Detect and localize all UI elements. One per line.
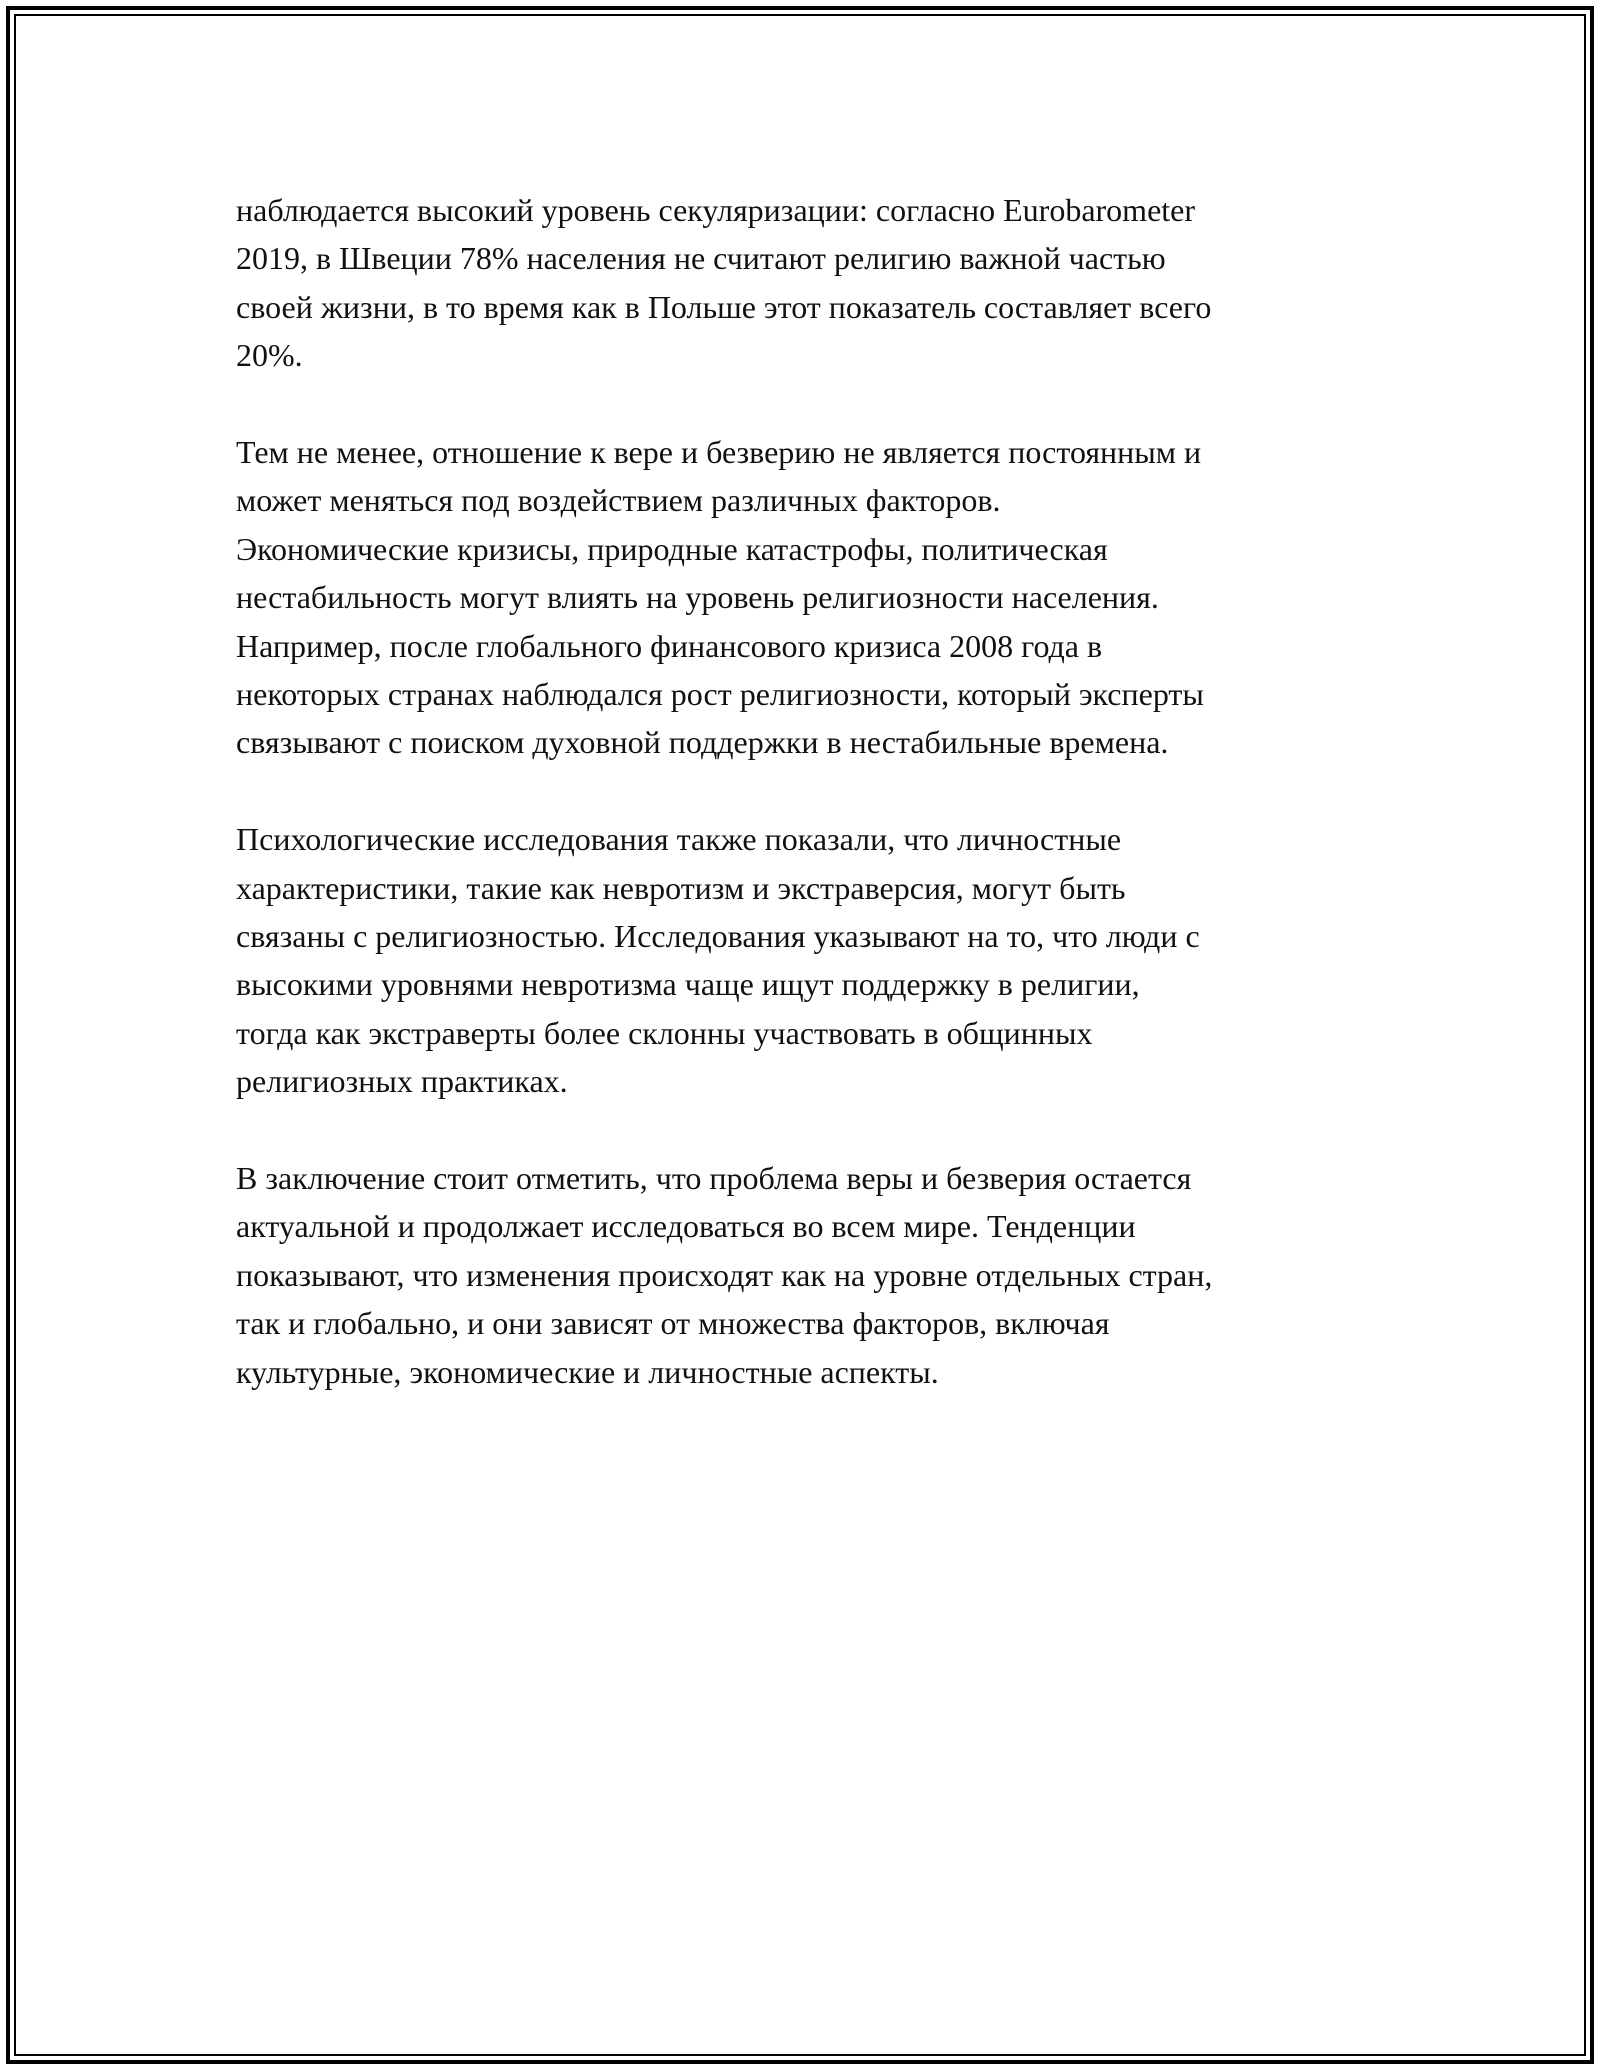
text-line: высокими уровнями невротизма чаще ищут поддержку в религии, <box>236 966 1140 1003</box>
paragraph <box>236 186 1376 380</box>
text-line: нестабильность могут влиять на уровень религиозности населения. <box>236 579 1159 616</box>
text-line: 20%. <box>236 337 303 374</box>
text-line: характеристики, такие как невротизм и экстраверсия, могут быть <box>236 869 1126 906</box>
text-line: актуальной и продолжает исследоваться во всем мире. Тенденции <box>236 1208 1136 1245</box>
paragraph <box>236 428 1376 767</box>
text-line: наблюдается высокий уровень секуляризации: согласно Eurobarometer <box>236 192 1196 228</box>
text-line: Экономические кризисы, природные катастрофы, политическая <box>236 530 1108 567</box>
text-line: показывают, что изменения происходят как на уровне отдельных стран, <box>236 1256 1213 1293</box>
text-line: В заключение стоит отметить, что проблема веры и безверия остается <box>236 1160 1192 1197</box>
text-line: связаны с религиозностью. Исследования указывают на то, что люди с <box>236 918 1200 955</box>
text-line: некоторых странах наблюдался рост религиозности, который эксперты <box>236 676 1204 713</box>
paragraph <box>236 815 1376 1105</box>
text-line: религиозных практиках. <box>236 1063 568 1100</box>
paragraph <box>236 1154 1376 1396</box>
text-line: своей жизни, в то время как в Польше этот показатель составляет всего <box>236 288 1212 325</box>
text-line: может меняться под воздействием различных факторов. <box>236 482 1001 519</box>
text-line: Тем не менее, отношение к вере и безверию не является постоянным и <box>236 434 1202 471</box>
document-body <box>236 186 1376 1396</box>
text-line: так и глобально, и они зависят от множества факторов, включая <box>236 1305 1110 1342</box>
text-line: связывают с поиском духовной поддержки в нестабильные времена. <box>236 724 1169 761</box>
text-line: Психологические исследования также показали, что личностные <box>236 821 1122 858</box>
text-line: Например, после глобального финансового кризиса 2008 года в <box>236 627 1103 664</box>
text-line: тогда как экстраверты более склонны участвовать в общинных <box>236 1014 1093 1051</box>
text-line: 2019, в Швеции 78% населения не считают религию важной частью <box>236 240 1166 277</box>
text-line: культурные, экономические и личностные аспекты. <box>236 1353 939 1390</box>
